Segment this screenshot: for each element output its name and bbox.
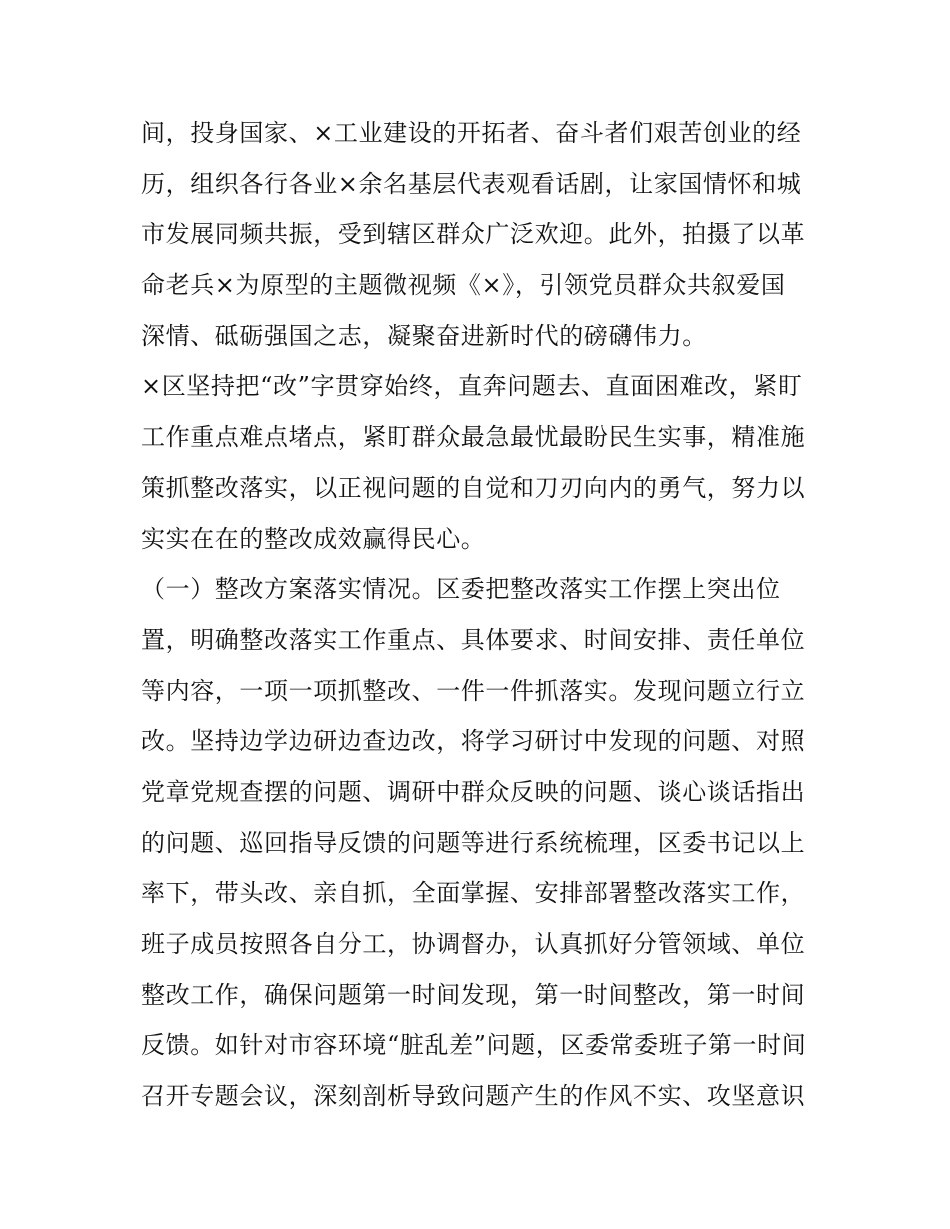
- text-line: 工作重点难点堵点，紧盯群众最急最忧最盼民生实事，精准施: [141, 423, 806, 452]
- text-line: 等内容，一项一项抓整改、一件一件抓落实。发现问题立行立: [141, 676, 806, 705]
- text-line: 策抓整改落实，以正视问题的自觉和刀刃向内的勇气，努力以: [141, 473, 806, 502]
- text-line: （一）整改方案落实情况。区委把整改落实工作摆上突出位: [141, 575, 781, 604]
- text-line: 班子成员按照各自分工，协调督办，认真抓好分管领域、单位: [141, 930, 806, 958]
- text-line: 间，投身国家、×工业建设的开拓者、奋斗者们艰苦创业的经: [141, 119, 802, 147]
- document-body: [141, 108, 821, 1122]
- text-line: 反馈。如针对市容环境“脏乱差”问题，区委常委班子第一时间: [141, 1031, 807, 1060]
- text-line: 市发展同频共振，受到辖区群众广泛欢迎。此外，拍摄了以革: [141, 220, 806, 249]
- text-line: 召开专题会议，深刻剖析导致问题产生的作风不实、攻坚意识: [141, 1082, 806, 1111]
- text-line: 命老兵×为原型的主题微视频《×》，引领党员群众共叙爱国: [141, 271, 786, 300]
- text-line: 置，明确整改落实工作重点、具体要求、时间安排、责任单位: [141, 625, 806, 654]
- text-line: 实实在在的整改成效赢得民心。: [141, 524, 486, 553]
- text-line: 深情、砥砺强国之志，凝聚奋进新时代的磅礴伟力。: [141, 321, 707, 350]
- text-line: 党章党规查摆的问题、调研中群众反映的问题、谈心谈话指出: [141, 777, 806, 806]
- text-line: 率下，带头改、亲自抓，全面掌握、安排部署整改落实工作，: [141, 879, 806, 908]
- text-line: 的问题、巡回指导反馈的问题等进行系统梳理，区委书记以上: [141, 828, 806, 857]
- text-line: 历，组织各行各业×余名基层代表观看话剧，让家国情怀和城: [141, 169, 802, 198]
- text-line: 改。坚持边学边研边查边改，将学习研讨中发现的问题、对照: [141, 727, 806, 756]
- text-line: 整改工作，确保问题第一时间发现，第一时间整改，第一时间: [141, 980, 806, 1009]
- text-line: ×区坚持把“改”字贯穿始终，直奔问题去、直面困难改，紧盯: [141, 372, 803, 401]
